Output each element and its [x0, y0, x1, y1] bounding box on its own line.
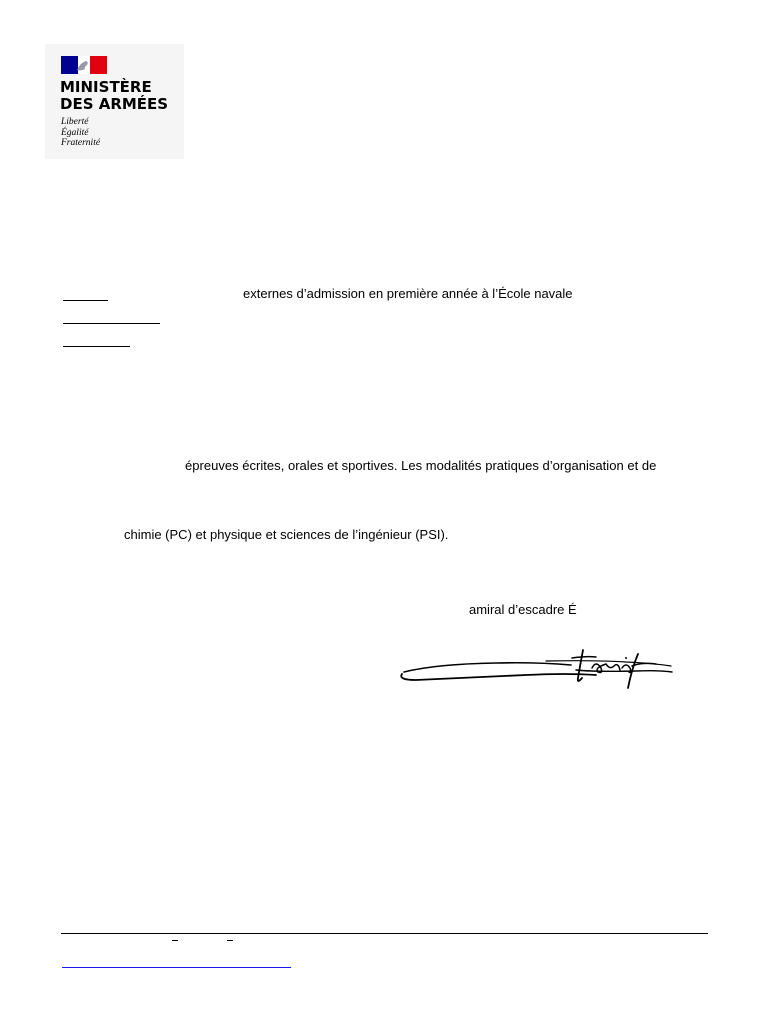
- handwritten-signature: [396, 648, 676, 692]
- ministry-name-line2: DES ARMÉES: [60, 95, 169, 113]
- footer-dash: [172, 940, 178, 941]
- underline-mark: [63, 323, 160, 324]
- ministry-name: [60, 79, 168, 113]
- underline-mark: [63, 300, 108, 301]
- body-line-filieres: chimie (PC) et physique et sciences de l’ingénieur (PSI).: [124, 527, 449, 542]
- marianne-flag-icon: [61, 56, 107, 74]
- ministry-logo: [45, 44, 184, 159]
- republic-motto: [61, 117, 100, 149]
- body-line-admission: externes d’admission en première année à l’École navale: [243, 286, 573, 301]
- underline-mark: [63, 346, 130, 347]
- motto-fraternite: Fraternité: [61, 138, 101, 148]
- ministry-name-line1: MINISTÈRE: [60, 78, 152, 96]
- motto-egalite: Égalité: [61, 127, 89, 138]
- footer-dash: [227, 940, 233, 941]
- signatory-title: amiral d’escadre É: [469, 602, 577, 617]
- footer-link-underline[interactable]: [62, 967, 291, 968]
- body-line-epreuves: épreuves écrites, orales et sportives. Les modalités pratiques d’organisation et de: [185, 458, 657, 473]
- motto-liberte: Liberté: [61, 117, 89, 127]
- footer-rule: [61, 933, 708, 934]
